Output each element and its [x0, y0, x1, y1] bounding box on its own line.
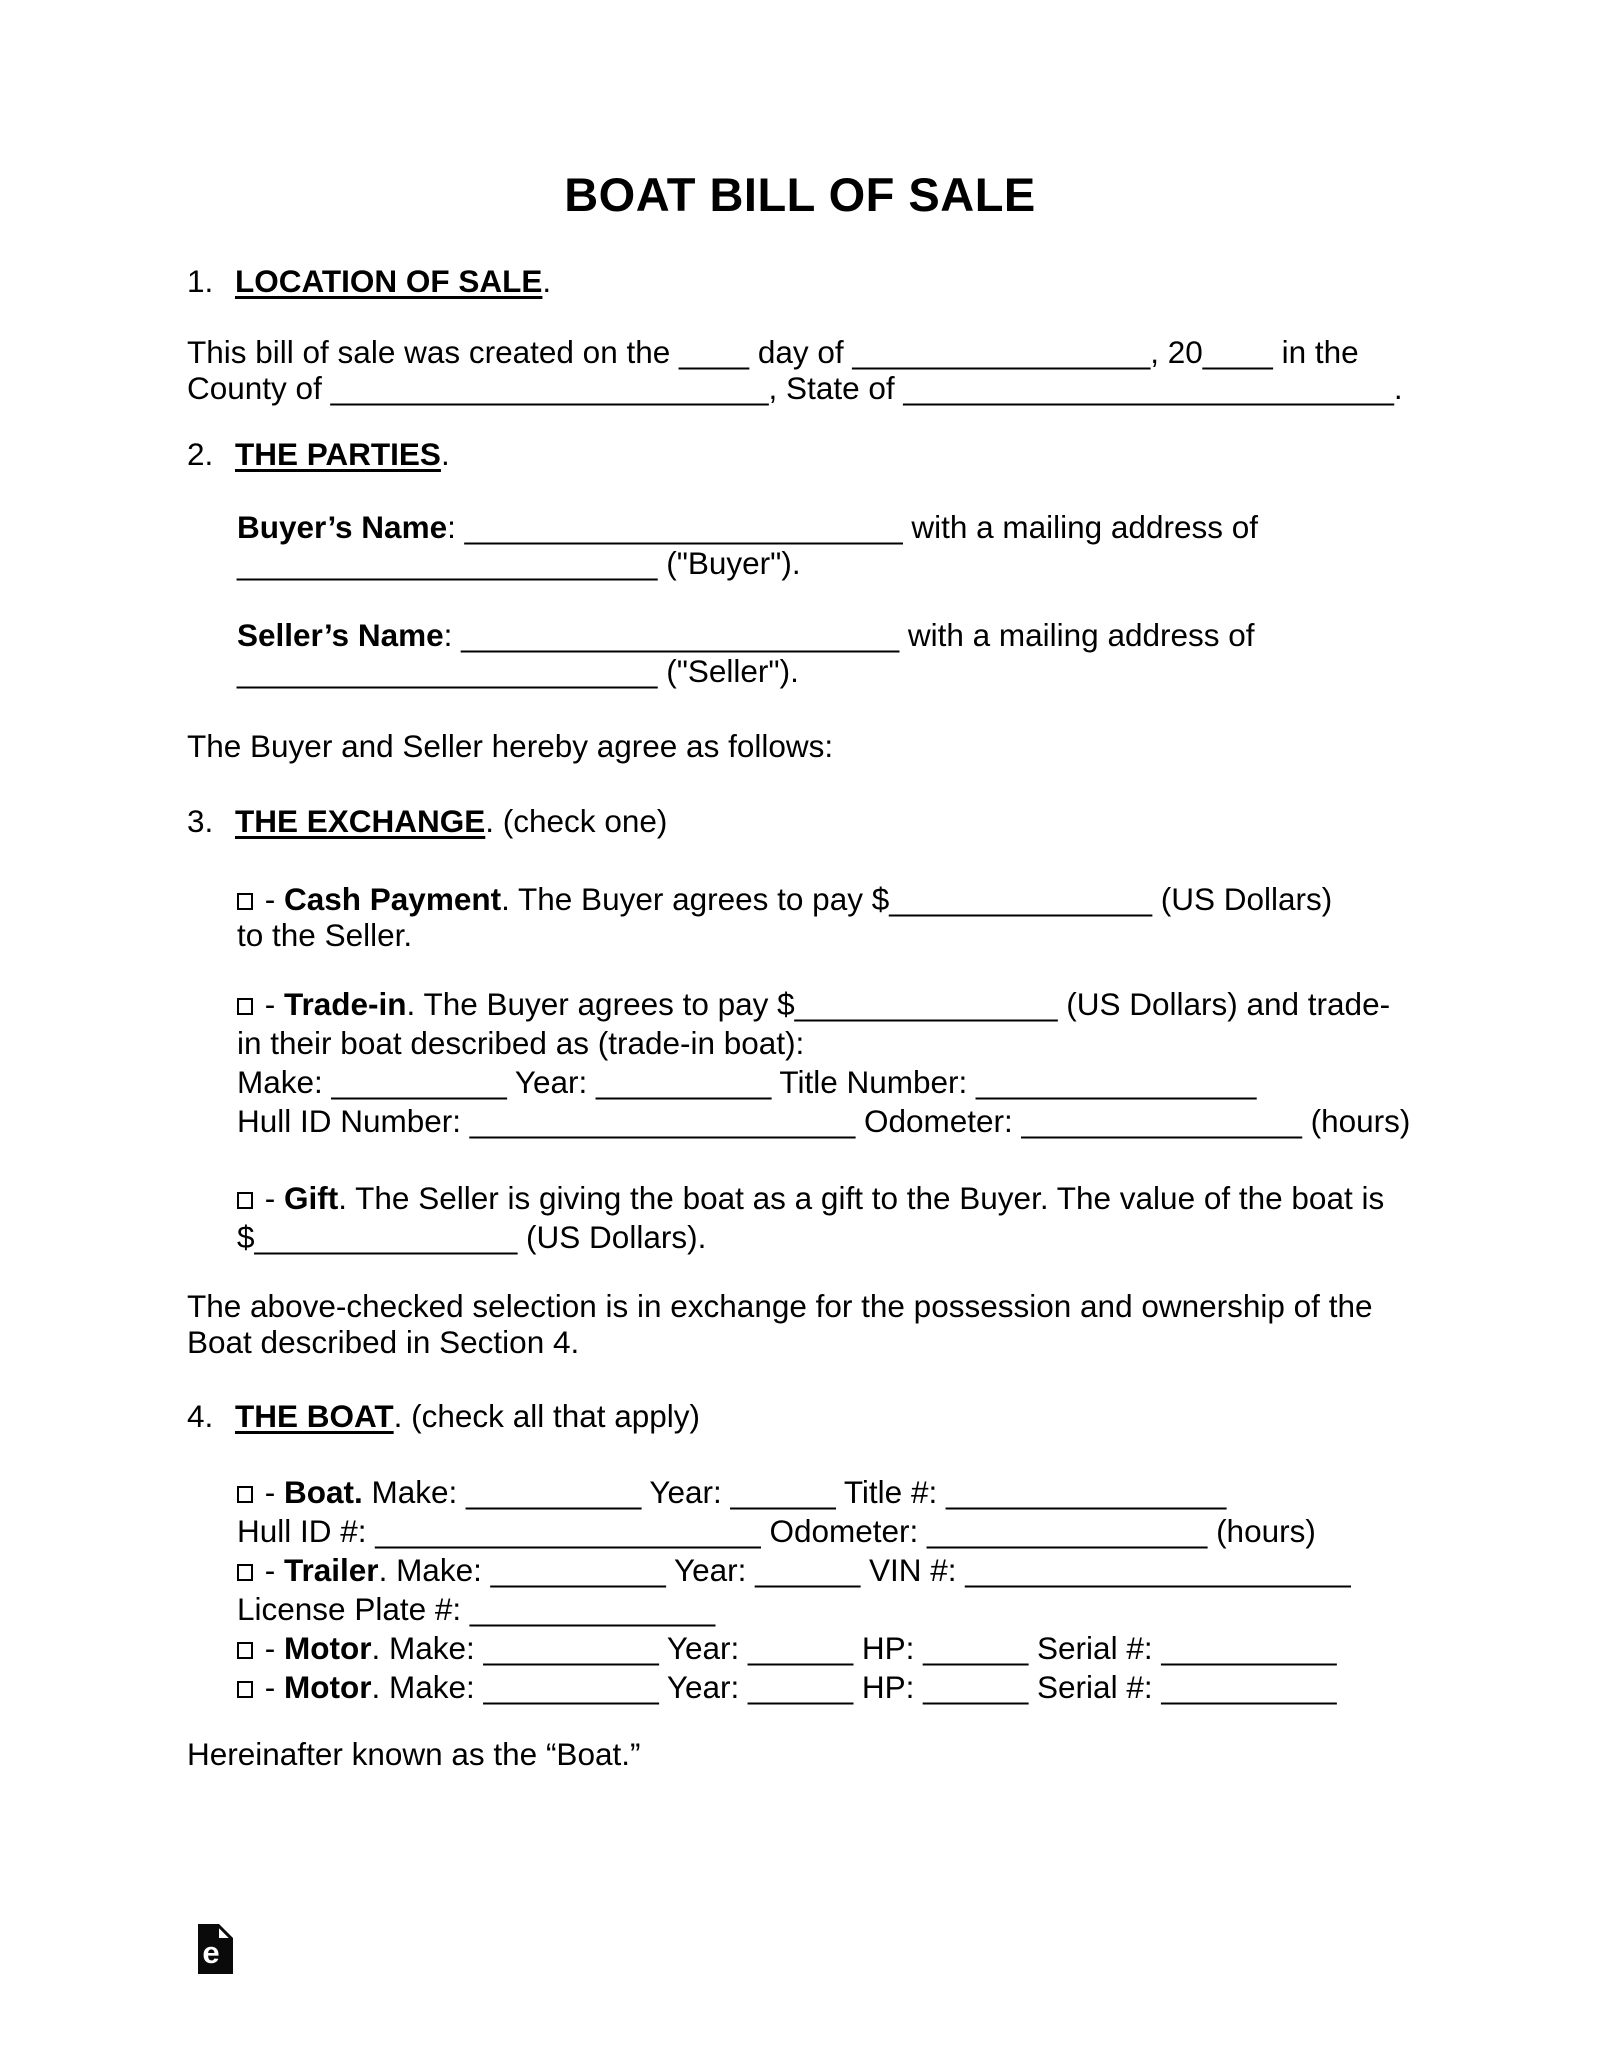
section-3-heading-suffix: . (check one)	[485, 803, 668, 839]
location-paragraph	[187, 334, 1427, 406]
buyer-address-line: ________________________ ("Buyer").	[237, 545, 801, 581]
gift-rest: . The Seller is giving the boat as a gift to the Buyer. The value of the boat is	[338, 1180, 1385, 1216]
location-line-1: This bill of sale was created on the ____ day of _________________, 20____ in the	[187, 334, 1359, 370]
trailer-item-label: Trailer	[284, 1552, 379, 1588]
section-1-number: 1.	[187, 263, 214, 299]
trade-in-option	[237, 985, 1427, 1141]
section-3-heading-text: THE EXCHANGE	[235, 803, 486, 839]
motor-1-checkbox-icon[interactable]	[237, 1642, 253, 1659]
eforms-logo	[198, 1924, 233, 1974]
buyer-name-rest: : _________________________ with a mailing address of	[447, 509, 1259, 545]
motor-2-label: Motor	[284, 1669, 372, 1705]
trade-in-label: Trade-in	[284, 986, 407, 1022]
seller-address-line: ________________________ ("Seller").	[237, 653, 799, 689]
section-3-heading	[187, 803, 1427, 839]
document-title: BOAT BILL OF SALE	[564, 168, 1036, 221]
gift-label: Gift	[284, 1180, 339, 1216]
motor-item-2-line	[237, 1668, 1427, 1707]
motor-item-1-line	[237, 1629, 1427, 1668]
motor-2-dash: -	[256, 1669, 284, 1705]
cash-payment-label: Cash Payment	[284, 881, 502, 917]
section-4-heading	[187, 1398, 1427, 1434]
motor-1-label: Motor	[284, 1630, 372, 1666]
trade-in-checkbox-icon[interactable]	[237, 998, 253, 1015]
cash-dash: -	[256, 881, 284, 917]
gift-line-1	[237, 1179, 1427, 1218]
trade-in-dash: -	[256, 986, 284, 1022]
trade-in-line-4: Hull ID Number: ______________________ Odometer: ________________ (hours)	[237, 1103, 1411, 1139]
exchange-closing-line-1: The above-checked selection is in exchange for the possession and ownership of the	[187, 1288, 1373, 1324]
cash-payment-line-2: to the Seller.	[237, 917, 413, 953]
section-1-heading	[187, 263, 1427, 299]
gift-line-2: $_______________ (US Dollars).	[237, 1219, 707, 1255]
section-4-heading-suffix: . (check all that apply)	[393, 1398, 701, 1434]
trailer-checkbox-icon[interactable]	[237, 1564, 253, 1581]
section-4-heading-text: THE BOAT	[235, 1398, 394, 1434]
section-3-number: 3.	[187, 803, 214, 839]
section-1-heading-suffix: .	[542, 263, 552, 299]
seller-paragraph	[237, 617, 1427, 689]
boat-checklist	[237, 1473, 1427, 1707]
trailer-item-line-2: License Plate #: ______________	[237, 1591, 716, 1627]
section-2-heading	[187, 436, 1427, 472]
cash-payment-checkbox-icon[interactable]	[237, 893, 253, 910]
boat-item-label: Boat.	[284, 1474, 363, 1510]
trailer-item-rest: . Make: __________ Year: ______ VIN #: ______________________	[378, 1552, 1351, 1588]
exchange-closing-paragraph	[187, 1288, 1427, 1360]
trade-in-line-1	[237, 985, 1427, 1024]
buyer-name-label: Buyer’s Name	[237, 509, 448, 545]
boat-item-rest: Make: __________ Year: ______ Title #: ________________	[362, 1474, 1227, 1510]
trade-in-line-2: in their boat described as (trade-in boat):	[237, 1025, 805, 1061]
location-line-2: County of _________________________, State of ____________________________.	[187, 370, 1403, 406]
gift-dash: -	[256, 1180, 284, 1216]
boat-checkbox-icon[interactable]	[237, 1486, 253, 1503]
cash-payment-line-1	[237, 881, 1427, 917]
motor-1-rest: . Make: __________ Year: ______ HP: ______ Serial #: __________	[371, 1630, 1337, 1666]
logo-letter: e	[202, 1935, 220, 1970]
gift-checkbox-icon[interactable]	[237, 1192, 253, 1209]
trailer-dash: -	[256, 1552, 284, 1588]
seller-name-line	[237, 617, 1427, 653]
section-1-heading-text: LOCATION OF SALE	[235, 263, 543, 299]
motor-2-rest: . Make: __________ Year: ______ HP: ______ Serial #: __________	[371, 1669, 1337, 1705]
trailer-item-line-1	[237, 1551, 1427, 1590]
cash-payment-rest: . The Buyer agrees to pay $_______________ (US Dollars)	[501, 881, 1333, 917]
motor-1-dash: -	[256, 1630, 284, 1666]
cash-payment-option	[237, 881, 1427, 953]
trade-in-line-3: Make: __________ Year: __________ Title Number: ________________	[237, 1064, 1257, 1100]
section-4-number: 4.	[187, 1398, 214, 1434]
seller-name-label: Seller’s Name	[237, 617, 444, 653]
section-2-number: 2.	[187, 436, 214, 472]
agreement-line: The Buyer and Seller hereby agree as follows:	[187, 728, 834, 764]
trade-in-rest: . The Buyer agrees to pay $_______________ (US Dollars) and trade-	[406, 986, 1391, 1022]
hereinafter-line: Hereinafter known as the “Boat.”	[187, 1736, 641, 1772]
gift-option	[237, 1179, 1427, 1257]
section-2-heading-suffix: .	[440, 436, 450, 472]
section-2-heading-text: THE PARTIES	[235, 436, 441, 472]
buyer-name-line	[237, 509, 1427, 545]
boat-item-line-1	[237, 1473, 1427, 1512]
boat-dash: -	[256, 1474, 284, 1510]
boat-item-line-2: Hull ID #: ______________________ Odometer: ________________ (hours)	[237, 1513, 1316, 1549]
buyer-paragraph	[237, 509, 1427, 581]
seller-name-rest: : _________________________ with a mailing address of	[443, 617, 1255, 653]
motor-2-checkbox-icon[interactable]	[237, 1681, 253, 1698]
exchange-closing-line-2: Boat described in Section 4.	[187, 1324, 580, 1360]
